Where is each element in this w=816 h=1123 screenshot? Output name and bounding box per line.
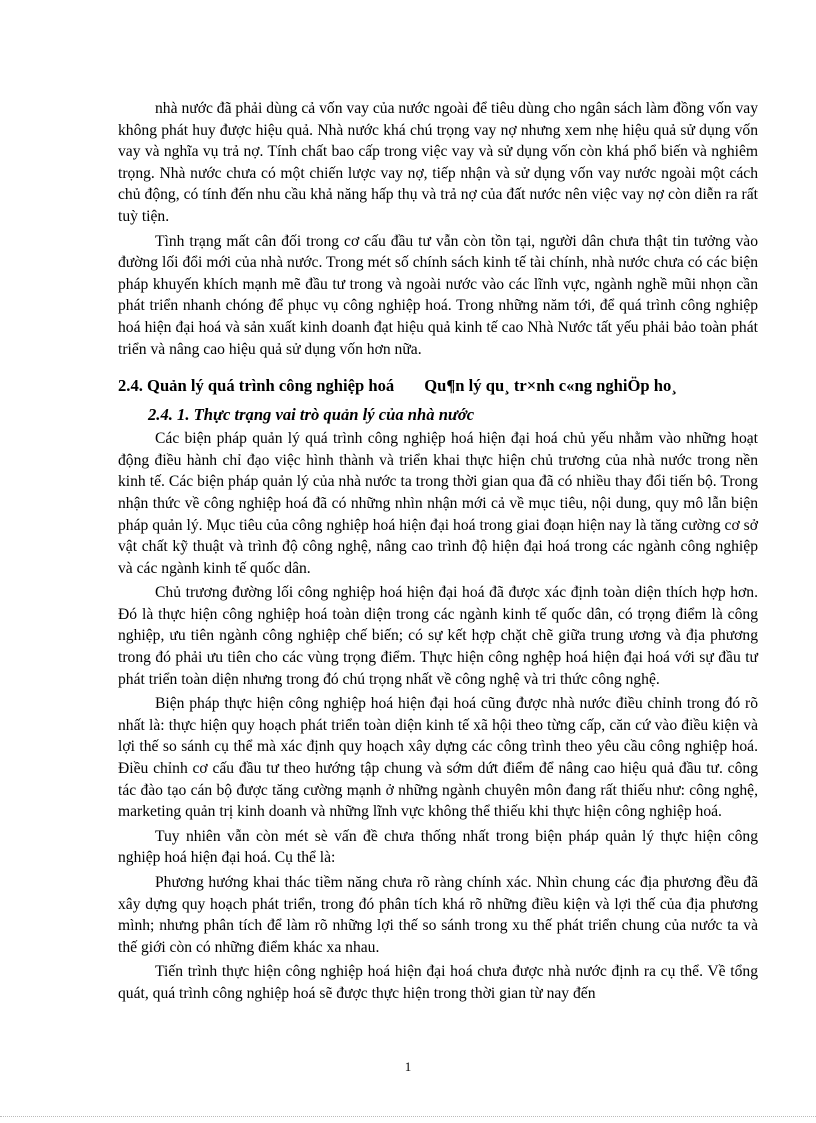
subsection-heading-2-4-1: 2.4. 1. Thực trạng vai trò quản lý của nhà nước [148,405,475,425]
section-heading-title: 2.4. Quản lý quá trình công nghiệp hoá [118,376,395,396]
paragraph-foreign-loans: nhà nước đã phải dùng cả vốn vay của nước ngoài để tiêu dùng cho ngân sách làm đồng vốn vay không phát huy được hiệu quả. Nhà nước khá chú trọng vay nợ nhưng xem nhẹ hiệu quả sử dụng vốn vay và nghĩa vụ trả nợ. Tính chất bao cấp trong việc vay và sử dụng vốn còn khá phổ biến và nghiêm trọng. Nhà nước chưa có một chiến lược vay nợ, tiếp nhận và sử dụng vốn vay nước ngoài một cách chủ động, có tính đến nhu cầu khả năng hấp thụ và trả nợ của đất nước nên việc vay nợ còn diễn ra rất tuỳ tiện. [118,100,758,225]
page-content [118,98,758,1005]
page-number: 1 [404,1059,412,1074]
paragraph-remaining-issues: Tuy nhiên vẫn còn mét sè vấn đề chưa thống nhất trong biện pháp quản lý thực hiện công nghiệp hoá hiện đại hoá. Cụ thể là: [118,827,758,867]
paragraph-policy-direction: Chủ trương đường lối công nghiệp hoá hiện đại hoá đã được xác định toàn diện thích hợp hơn. Đó là thực hiện công nghiệp hoá toàn diện trong các ngành kinh tế quốc dân, có trọng điểm là công nghiệp, ưu tiên ngành công nghiệp chế biến; có sự kết hợp chặt chẽ giữa trung ương và địa phương trong đó phải ưu tiên cho các vùng trọng điểm. Thực hiện công nghệp hoá hiện đại hoá với sự đầu tư phát triển toàn diện nhưng trong đó chú trọng nhất về công nghệ và tri thức công nghệ. [118,584,758,688]
section-heading-garbled-text: Qu¶n lý qu¸ tr×nh c«ng nghiÖp ho¸ [424,376,677,396]
paragraph-potential-exploitation: Phương hướng khai thác tiềm năng chưa rõ ràng chính xác. Nhìn chung các địa phương đều đã xây dựng quy hoạch phát triển, trong đó phân tích khá rõ những điều kiện và lợi thế của địa phương mình; nhưng phân tích để làm rõ những lợi thế so sánh trong xu thế phát triển chung của nước ta và thế giới còn có những điểm khác xa nhau. [118,874,758,956]
paragraph-management-measures: Các biện pháp quản lý quá trình công nghiệp hoá hiện đại hoá chủ yếu nhằm vào những hoạt động điều hành chỉ đạo việc hình thành và triển khai thực hiện chủ trương của nhà nước trong nền kinh tế. Các biện pháp quản lý của nhà nước ta trong thời gian qua đã có nhiều thay đổi tiến bộ. Trong nhận thức về công nghiệp hoá đã có những nhìn nhận mới cả về mục tiêu, nội dung, quy mô lẫn biện pháp quản lý. Mục tiêu của công nghiệp hoá hiện đại hoá trong giai đoạn hiện nay là tăng cường cơ sở vật chất kỹ thuật và trình độ công nghệ, nâng cao trình độ hiện đại hoá trong các ngành công nghiệp và các ngành kinh tế quốc dân. [118,430,758,577]
paragraph-industrialization-timeline: Tiến trình thực hiện công nghiệp hoá hiện đại hoá chưa được nhà nước định ra cụ thể. Về tổng quát, quá trình công nghiệp hoá sẽ được thực hiện trong thời gian từ nay đến [118,963,758,1002]
paragraph-implementation-measures: Biện pháp thực hiện công nghiệp hoá hiện đại hoá cũng được nhà nước điều chỉnh trong đó rõ nhất là: thực hiện quy hoạch phát triển toàn diện kinh tế xã hội theo từng cấp, căn cứ vào điều kiện và lợi thế so sánh cụ thể mà xác định quy hoạch xây dựng các công trình theo yêu cầu công nghiệp hoá. Điều chỉnh cơ cấu đầu tư theo hướng tập chung và sớm dứt điểm để nâng cao hiệu quả đầu tư. công tác đào tạo cán bộ được tăng cường mạnh ở những ngành chuyên môn đang rất thiếu như: công nghệ, marketing quản trị kinh doanh và những lĩnh vực không thể thiếu khi thực hiện công nghiệp hoá. [118,695,758,821]
section-heading-2-4 [118,372,758,400]
page-bottom-border [0,1116,816,1117]
paragraph-investment-imbalance: Tình trạng mất cân đối trong cơ cấu đầu tư vẫn còn tồn tại, người dân chưa thật tin tưởng vào đường lối đổi mới của nhà nước. Trong mét số chính sách kinh tế tài chính, nhà nước chưa có các biện pháp khuyến khích mạnh mẽ đầu tư trong và ngoài nước vào các lĩnh vực, ngành nghề mũi nhọn cần phát triển nhanh chóng để phục vụ công nghiệp hoá. Trong những năm tới, để quá trình công nghiệp hoá hiện đại hoá và sản xuất kinh doanh đạt hiệu quả kinh tế cao Nhà Nước tất yếu phải bảo toàn phát triển và nâng cao hiệu quả sử dụng vốn hơn nữa. [118,232,758,358]
